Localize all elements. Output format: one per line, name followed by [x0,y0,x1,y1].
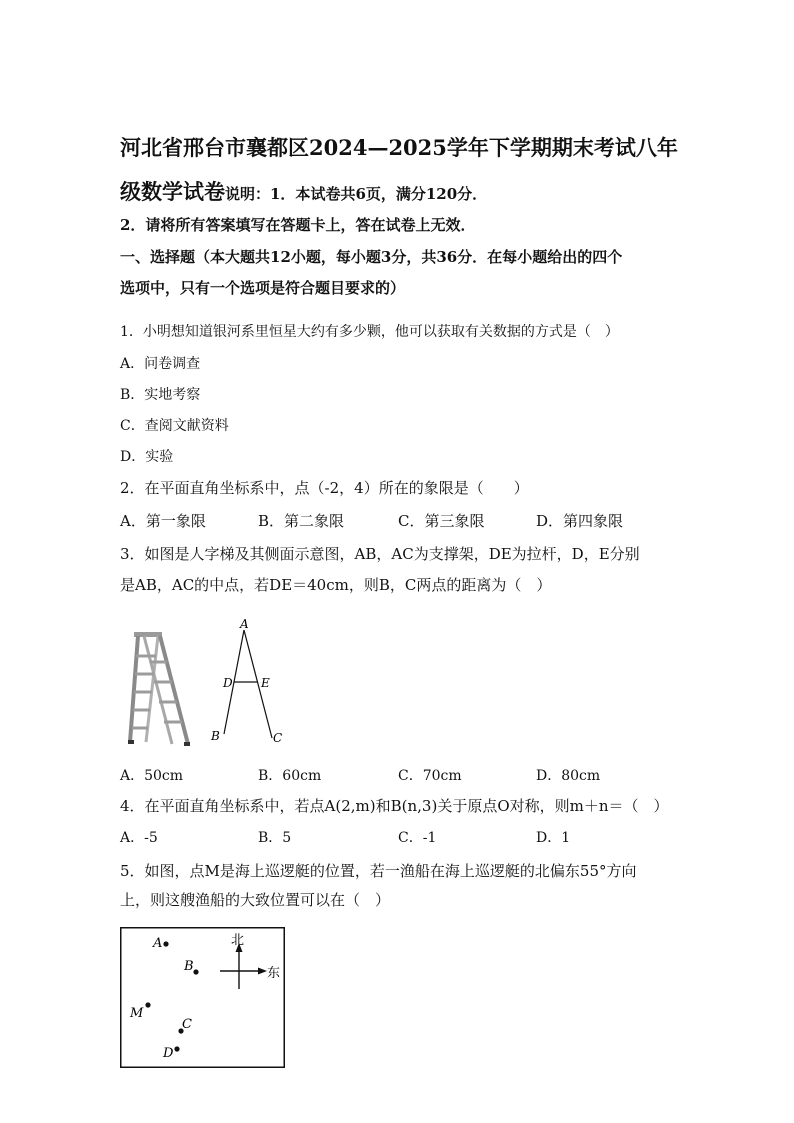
section-heading-line1: 一、选择题（本大题共12小题，每小题3分，共36分．在每小题给出的四个 [120,248,623,266]
q1-option-a: A．问卷调查 [120,356,201,372]
q4-stem: 4．在平面直角坐标系中，若点A(2,m)和B(n,3)关于原点O对称，则m＋n＝（ ） [120,797,669,815]
q1-option-b: B．实地考察 [120,387,201,403]
section-heading-line2: 选项中，只有一个选项是符合题目要求的） [120,279,406,297]
north-label: 北 [231,933,245,948]
label-C: C [273,731,283,745]
point-D-label: D [163,1046,174,1061]
q4-option-b: B．5 [258,830,292,846]
exam-title-line2-row [120,176,487,206]
q5-stem-line1: 5．如图，点M是海上巡逻艇的位置，若一渔船在海上巡逻艇的北偏东55°方向 [120,862,637,880]
q5-stem-line2: 上，则这艘渔船的大致位置可以在（ ） [120,891,391,909]
point-A-dot [163,941,168,946]
point-D-dot [174,1046,179,1051]
q3-option-c: C．70cm [398,768,462,784]
figure-frame [121,928,285,1068]
exam-title-line2: 级数学试卷 [120,179,225,204]
q3-option-a: A．50cm [120,768,184,784]
east-label: 东 [267,966,281,981]
q2-option-c: C．第三象限 [398,512,485,530]
q2-option-d: D．第四象限 [536,512,624,530]
ladder-figure [120,612,320,752]
point-B-label: B [184,959,194,974]
q1-option-d: D．实验 [120,449,174,465]
q2-stem: 2．在平面直角坐标系中，点（-2，4）所在的象限是（ ） [120,479,529,497]
label-A: A [240,617,249,631]
instruction-note-1: 说明：1．本试卷共6页，满分120分． [225,185,488,203]
sea-position-figure [120,927,286,1069]
q2-option-a: A．第一象限 [120,512,206,530]
q1-option-c: C．查阅文献资料 [120,418,229,434]
point-B-dot [193,969,198,974]
q4-option-a: A．-5 [120,830,158,846]
instruction-note-2: 2．请将所有答案填写在答题卡上，答在试卷上无效． [120,216,476,234]
q3-stem-line2: 是AB，AC的中点，若DE＝40cm，则B，C两点的距离为（ ） [120,576,552,594]
point-A-label: A [153,936,163,951]
exam-title-line1: 河北省邢台市襄都区2024—2025学年下学期期末考试八年 [120,135,678,160]
q3-stem-line1: 3．如图是人字梯及其侧面示意图，AB，AC为支撑架，DE为拉杆，D，E分别 [120,545,640,563]
q3-option-b: B．60cm [258,768,322,784]
q2-option-b: B．第二象限 [258,512,345,530]
point-M-label: M [130,1006,144,1021]
label-E: E [261,676,270,690]
q3-option-d: D．80cm [536,768,601,784]
label-D: D [223,676,233,690]
q4-option-d: D．1 [536,830,571,846]
point-M-dot [145,1002,150,1007]
label-B: B [211,729,220,743]
ladder-illustration [128,632,190,746]
q1-stem: 1．小明想知道银河系里恒星大约有多少颗，他可以获取有关数据的方式是（ ） [120,324,619,340]
q4-option-c: C．-1 [398,830,437,846]
point-C-label: C [182,1017,192,1032]
